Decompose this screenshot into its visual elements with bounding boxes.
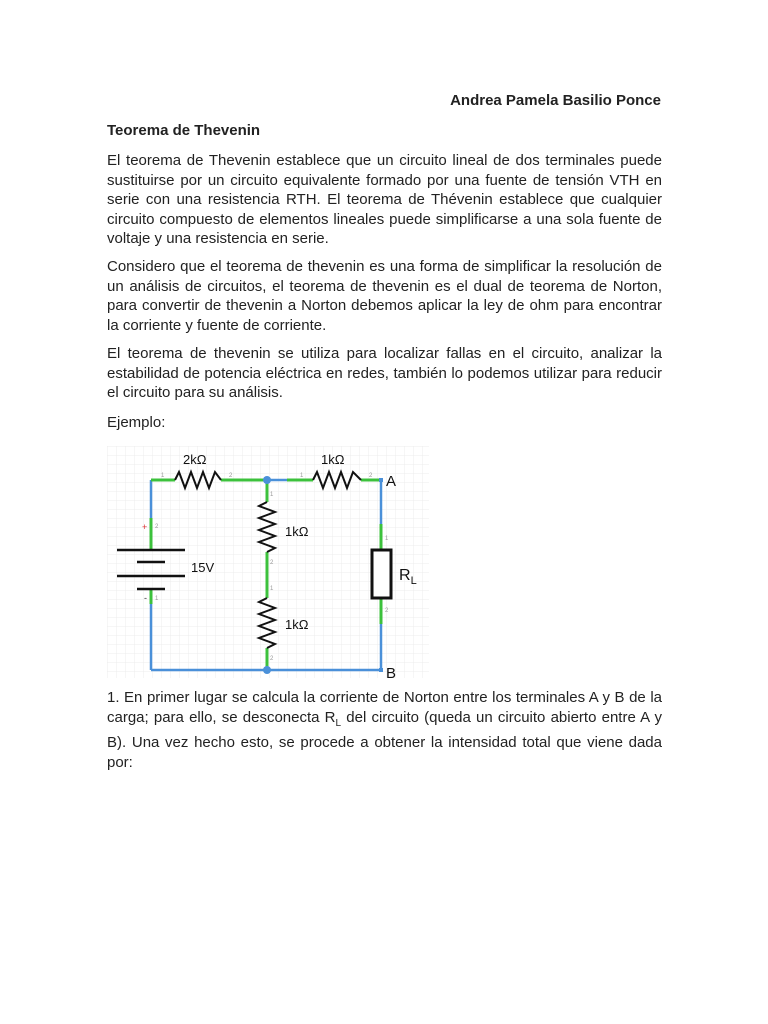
- minus-sign: -: [144, 593, 147, 603]
- step-1-text-end: del circuito (queda un circuito abierto entre A y B). Una vez hecho esto, se procede a obtener la intensidad total que viene dada por:: [107, 708, 663, 771]
- pin-label: 1: [270, 492, 274, 498]
- paragraph-uses: El teorema de thevenin se utiliza para localizar fallas en el circuito, analizar la estabilidad de potencia eléctrica en redes, también lo podemos utilizar para reducir el circuito para su análisis.: [107, 345, 662, 401]
- paragraph-step-1: [107, 688, 662, 772]
- paragraph-definition: El teorema de Thevenin establece que un circuito lineal de dos terminales puede sustituirse por un circuito equivalente formado por una fuente de tensión VTH en serie con una resistencia RTH. El teorema de Thévenin establece que cualquier circuito compuesto de elementos lineales puede simplificarse a una sola fuente de voltaje y una resistencia en serie.: [107, 152, 662, 247]
- load-label-main: R: [399, 567, 411, 584]
- terminal-a-label: A: [386, 473, 397, 490]
- pin-label: 2: [229, 473, 233, 479]
- author-name: Andrea Pamela Basilio Ponce: [450, 92, 661, 109]
- document-title: Teorema de Thevenin: [107, 122, 261, 139]
- pin-label: 1: [155, 596, 159, 602]
- terminal-a-pin: [379, 478, 383, 482]
- pin-label: 1: [161, 473, 165, 479]
- terminal-b-label: B: [386, 665, 397, 678]
- pin-label: 2: [155, 524, 159, 530]
- pin-label: 2: [270, 656, 274, 662]
- source-label: 15V: [191, 560, 215, 575]
- r1-label: 2kΩ: [183, 452, 207, 467]
- pin-label: 2: [385, 608, 389, 614]
- load-label-sub: L: [410, 575, 417, 587]
- node-top: [263, 476, 271, 484]
- load-resistor: [372, 550, 391, 598]
- circuit-diagram: [107, 446, 429, 678]
- r2-label: 1kΩ: [321, 452, 345, 467]
- example-label: Ejemplo:: [107, 414, 166, 431]
- step-1-text-start: 1. En primer lugar se calcula la corriente de Norton entre los terminales A y B de la carga; para ello, se desconecta R: [107, 689, 662, 726]
- terminal-b-pin: [379, 668, 383, 672]
- pin-label: 2: [270, 560, 274, 566]
- paragraph-opinion: Considero que el teorema de thevenin es una forma de simplificar la resolución de un análisis de circuitos, el teorema de thevenin es el dual de teorema de Norton, para convertir de thevenin a Norton debemos aplicar la ley de ohm para encontrar la corriente y fuente de corriente.: [107, 258, 662, 334]
- step-1-subscript: L: [335, 717, 342, 729]
- r3-label: 1kΩ: [285, 524, 309, 539]
- pin-label: 1: [270, 586, 274, 592]
- pin-label: 1: [300, 473, 304, 479]
- r4-label: 1kΩ: [285, 617, 309, 632]
- plus-sign: +: [142, 522, 148, 532]
- node-bottom: [263, 666, 271, 674]
- pin-label: 2: [369, 473, 373, 479]
- pin-label: 1: [385, 536, 389, 542]
